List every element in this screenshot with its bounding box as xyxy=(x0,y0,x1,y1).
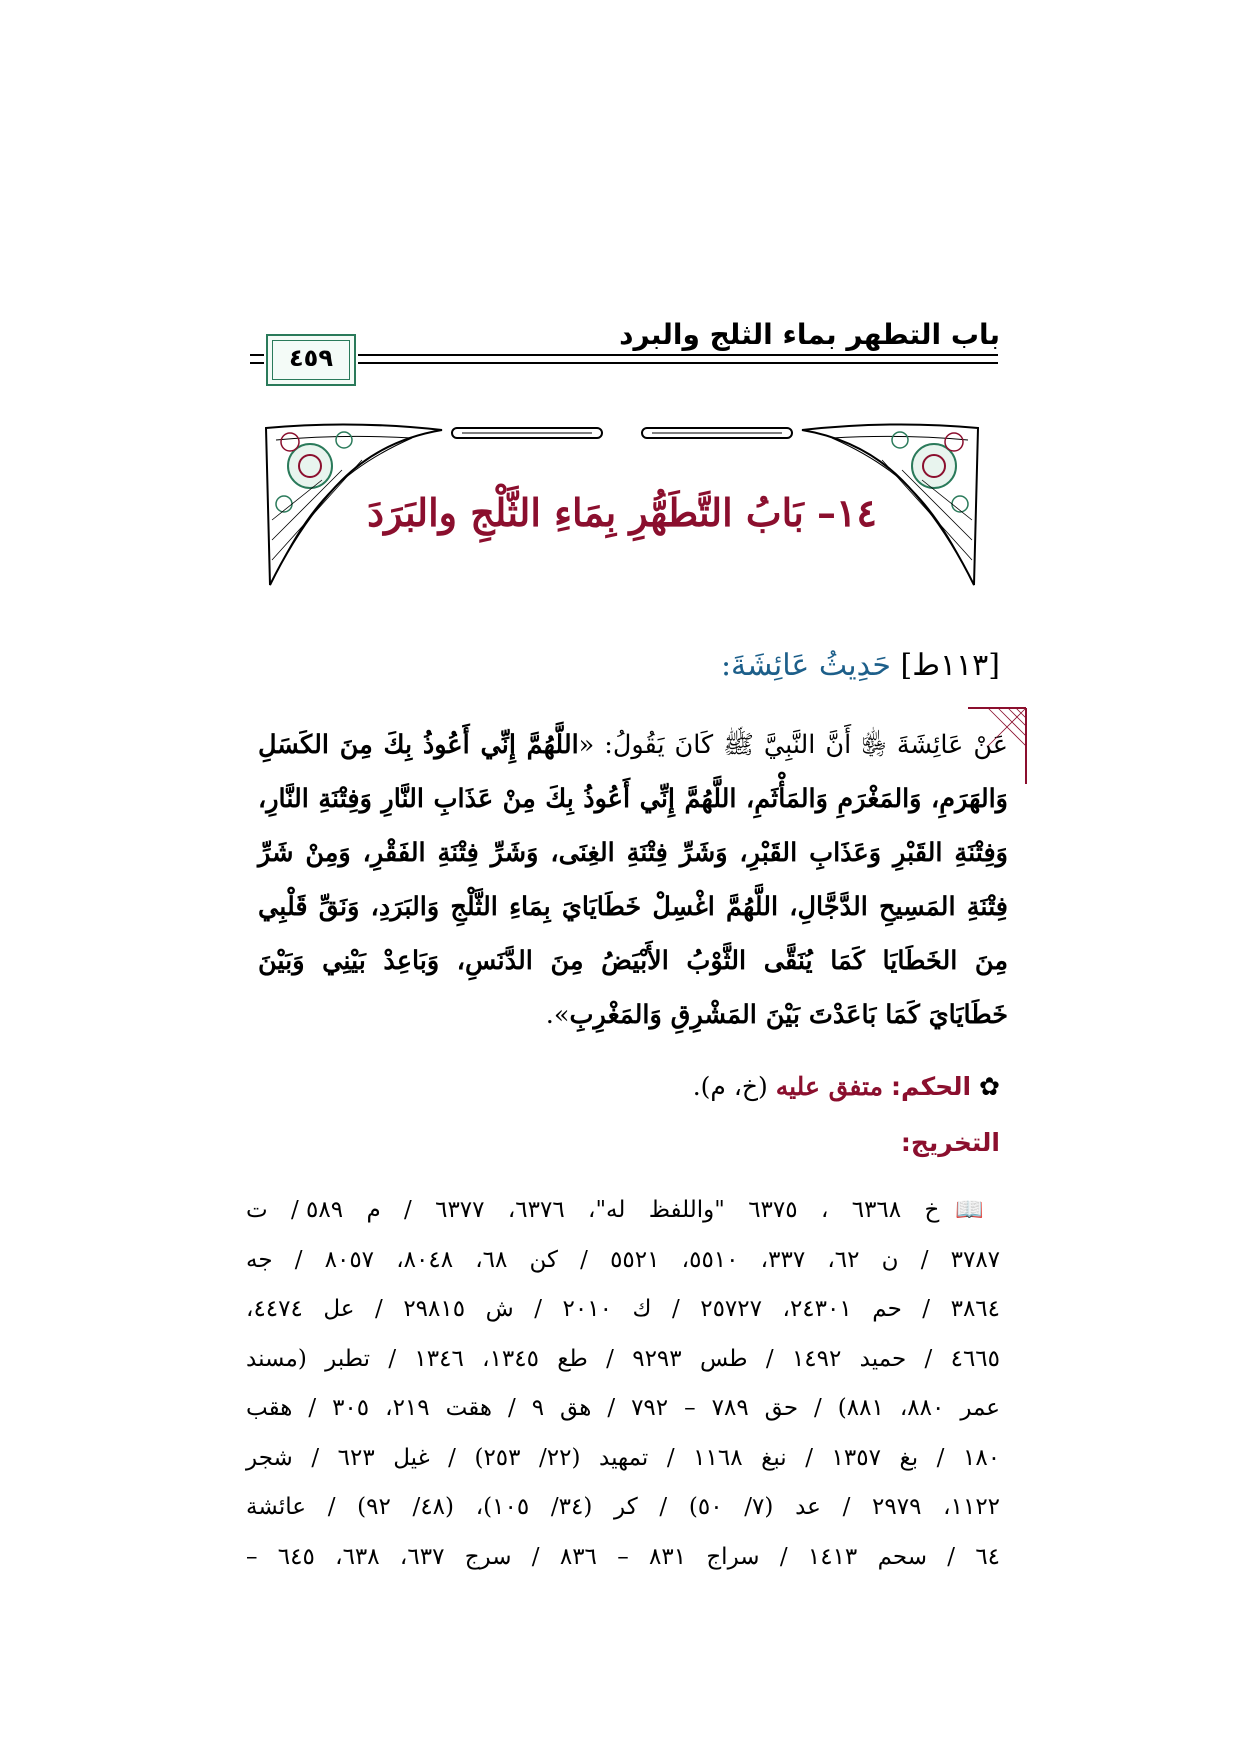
takhrij-line: ٣٧٨٧ / ن ٦٢، ٣٣٧، ٥٥١٠، ٥٥٢١ / كن ٦٨، ٨٠٤٨، ٨٠٥٧ / جه xyxy=(246,1246,1001,1273)
takhrij-line: ١٨٠ / بغ ١٣٥٧ / نبغ ١١٦٨ / تمهيد (٢٢/ ٢٥٣) / غيل ٦٢٣ / شجر xyxy=(246,1444,1001,1471)
ruling-value: متفق عليه xyxy=(775,1072,884,1101)
hadith-text xyxy=(258,718,1008,1042)
takhrij-line: ٦٤ / سحم ١٤١٣ / سراج ٨٣١ – ٨٣٦ / سرج ٦٣٧، ٦٣٨، ٦٤٥ – xyxy=(246,1543,1001,1570)
page-number-frame xyxy=(266,334,356,386)
takhrij-line: 📖خ ٦٣٦٨ ، ٦٣٧٥ "واللفظ له"، ٦٣٧٦، ٦٣٧٧ / م ٥٨٩ / ت xyxy=(246,1197,1000,1223)
hadith-number: [١١٣ط] xyxy=(900,648,1000,683)
corner-ornament-icon xyxy=(968,706,1028,786)
hadith-label xyxy=(721,648,1000,683)
header-rule-left-top xyxy=(250,354,264,356)
header-rule-right-top xyxy=(358,354,998,356)
takhrij-line: عمر ٨٨٠، ٨٨١) / حق ٧٨٩ – ٧٩٢ / هق ٩ / هقت ٢١٩، ٣٠٥ / هقب xyxy=(246,1395,1001,1421)
header-rule-right-bottom xyxy=(358,362,998,364)
hadith-matn: اللَّهُمَّ إِنِّي أَعُوذُ بِكَ مِنَ الكَسَلِ وَالهَرَمِ، وَالمَغْرَمِ وَالمَأْثَمِ، اللَّهُمَّ إِنِّي أَعُوذُ بِكَ مِنْ عَذَابِ النَّارِ وَفِتْنَةِ النَّارِ، وَفِتْنَةِ القَبْرِ وَعَذَابِ القَبْرِ، وَشَرِّ فِتْنَةِ الغِنَى، وَشَرِّ فِتْنَةِ الفَقْرِ، وَمِنْ شَرِّ فِتْنَةِ المَسِيحِ الدَّجَّالِ، اللَّهُمَّ اغْسِلْ خَطَايَايَ بِمَاءِ الثَّلْجِ وَالبَرَدِ، وَنَقِّ قَلْبِي مِنَ الخَطَايَا كَمَا يُنَقَّى الثَّوْبُ الأَبْيَضُ مِنَ الدَّنَسِ، وَبَاعِدْ بَيْنِي وَبَيْنَ خَطَايَايَ كَمَا بَاعَدْتَ بَيْنَ المَشْرِقِ وَالمَغْرِبِ xyxy=(258,730,1008,1030)
flower-icon: ✿ xyxy=(979,1072,1000,1101)
takhrij-line: ٣٨٦٤ / حم ٢٤٣٠١، ٢٥٧٢٧ / ك ٢٠١٠ / ش ٢٩٨١٥ / عل ٤٤٧٤، xyxy=(246,1296,1001,1322)
takhrij-line: ١١٢٢، ٢٩٧٩ / عد (٧/ ٥٠) / كر (٣٤/ ١٠٥)، (٤٨/ ٩٢) / عائشة xyxy=(246,1494,1001,1520)
running-title: باب التطهر بماء الثلج والبرد xyxy=(619,318,1000,351)
page-number: ٤٥٩ xyxy=(289,344,333,372)
hadith-block xyxy=(258,718,1008,1042)
hadith-closing: ». xyxy=(545,1000,570,1030)
chapter-title: ١٤– بَابُ التَّطَهُّرِ بِمَاءِ الثَّلْجِ والبَرَدَ xyxy=(367,490,877,535)
takhrij-line: ٤٦٦٥ / حميد ١٤٩٢ / طس ٩٢٩٣ / طع ١٣٤٥، ١٣٤٦ / تطبر (مسند xyxy=(246,1345,1001,1372)
ruling-sources: (خ، م). xyxy=(692,1072,768,1101)
ruling-label: الحكم: xyxy=(890,1072,972,1101)
ruling-line xyxy=(693,1072,1000,1101)
header-rule-left-bottom xyxy=(250,362,264,364)
hadith-name: حَدِيثُ عَائِشَةَ: xyxy=(720,648,891,683)
takhrij-heading: التخريج: xyxy=(900,1128,1000,1157)
hadith-intro: عَنْ عَائِشَةَ ﵂ أَنَّ النَّبِيَّ ﷺ كَانَ يَقُولُ: « xyxy=(578,730,1008,760)
takhrij-block xyxy=(246,1186,1000,1582)
